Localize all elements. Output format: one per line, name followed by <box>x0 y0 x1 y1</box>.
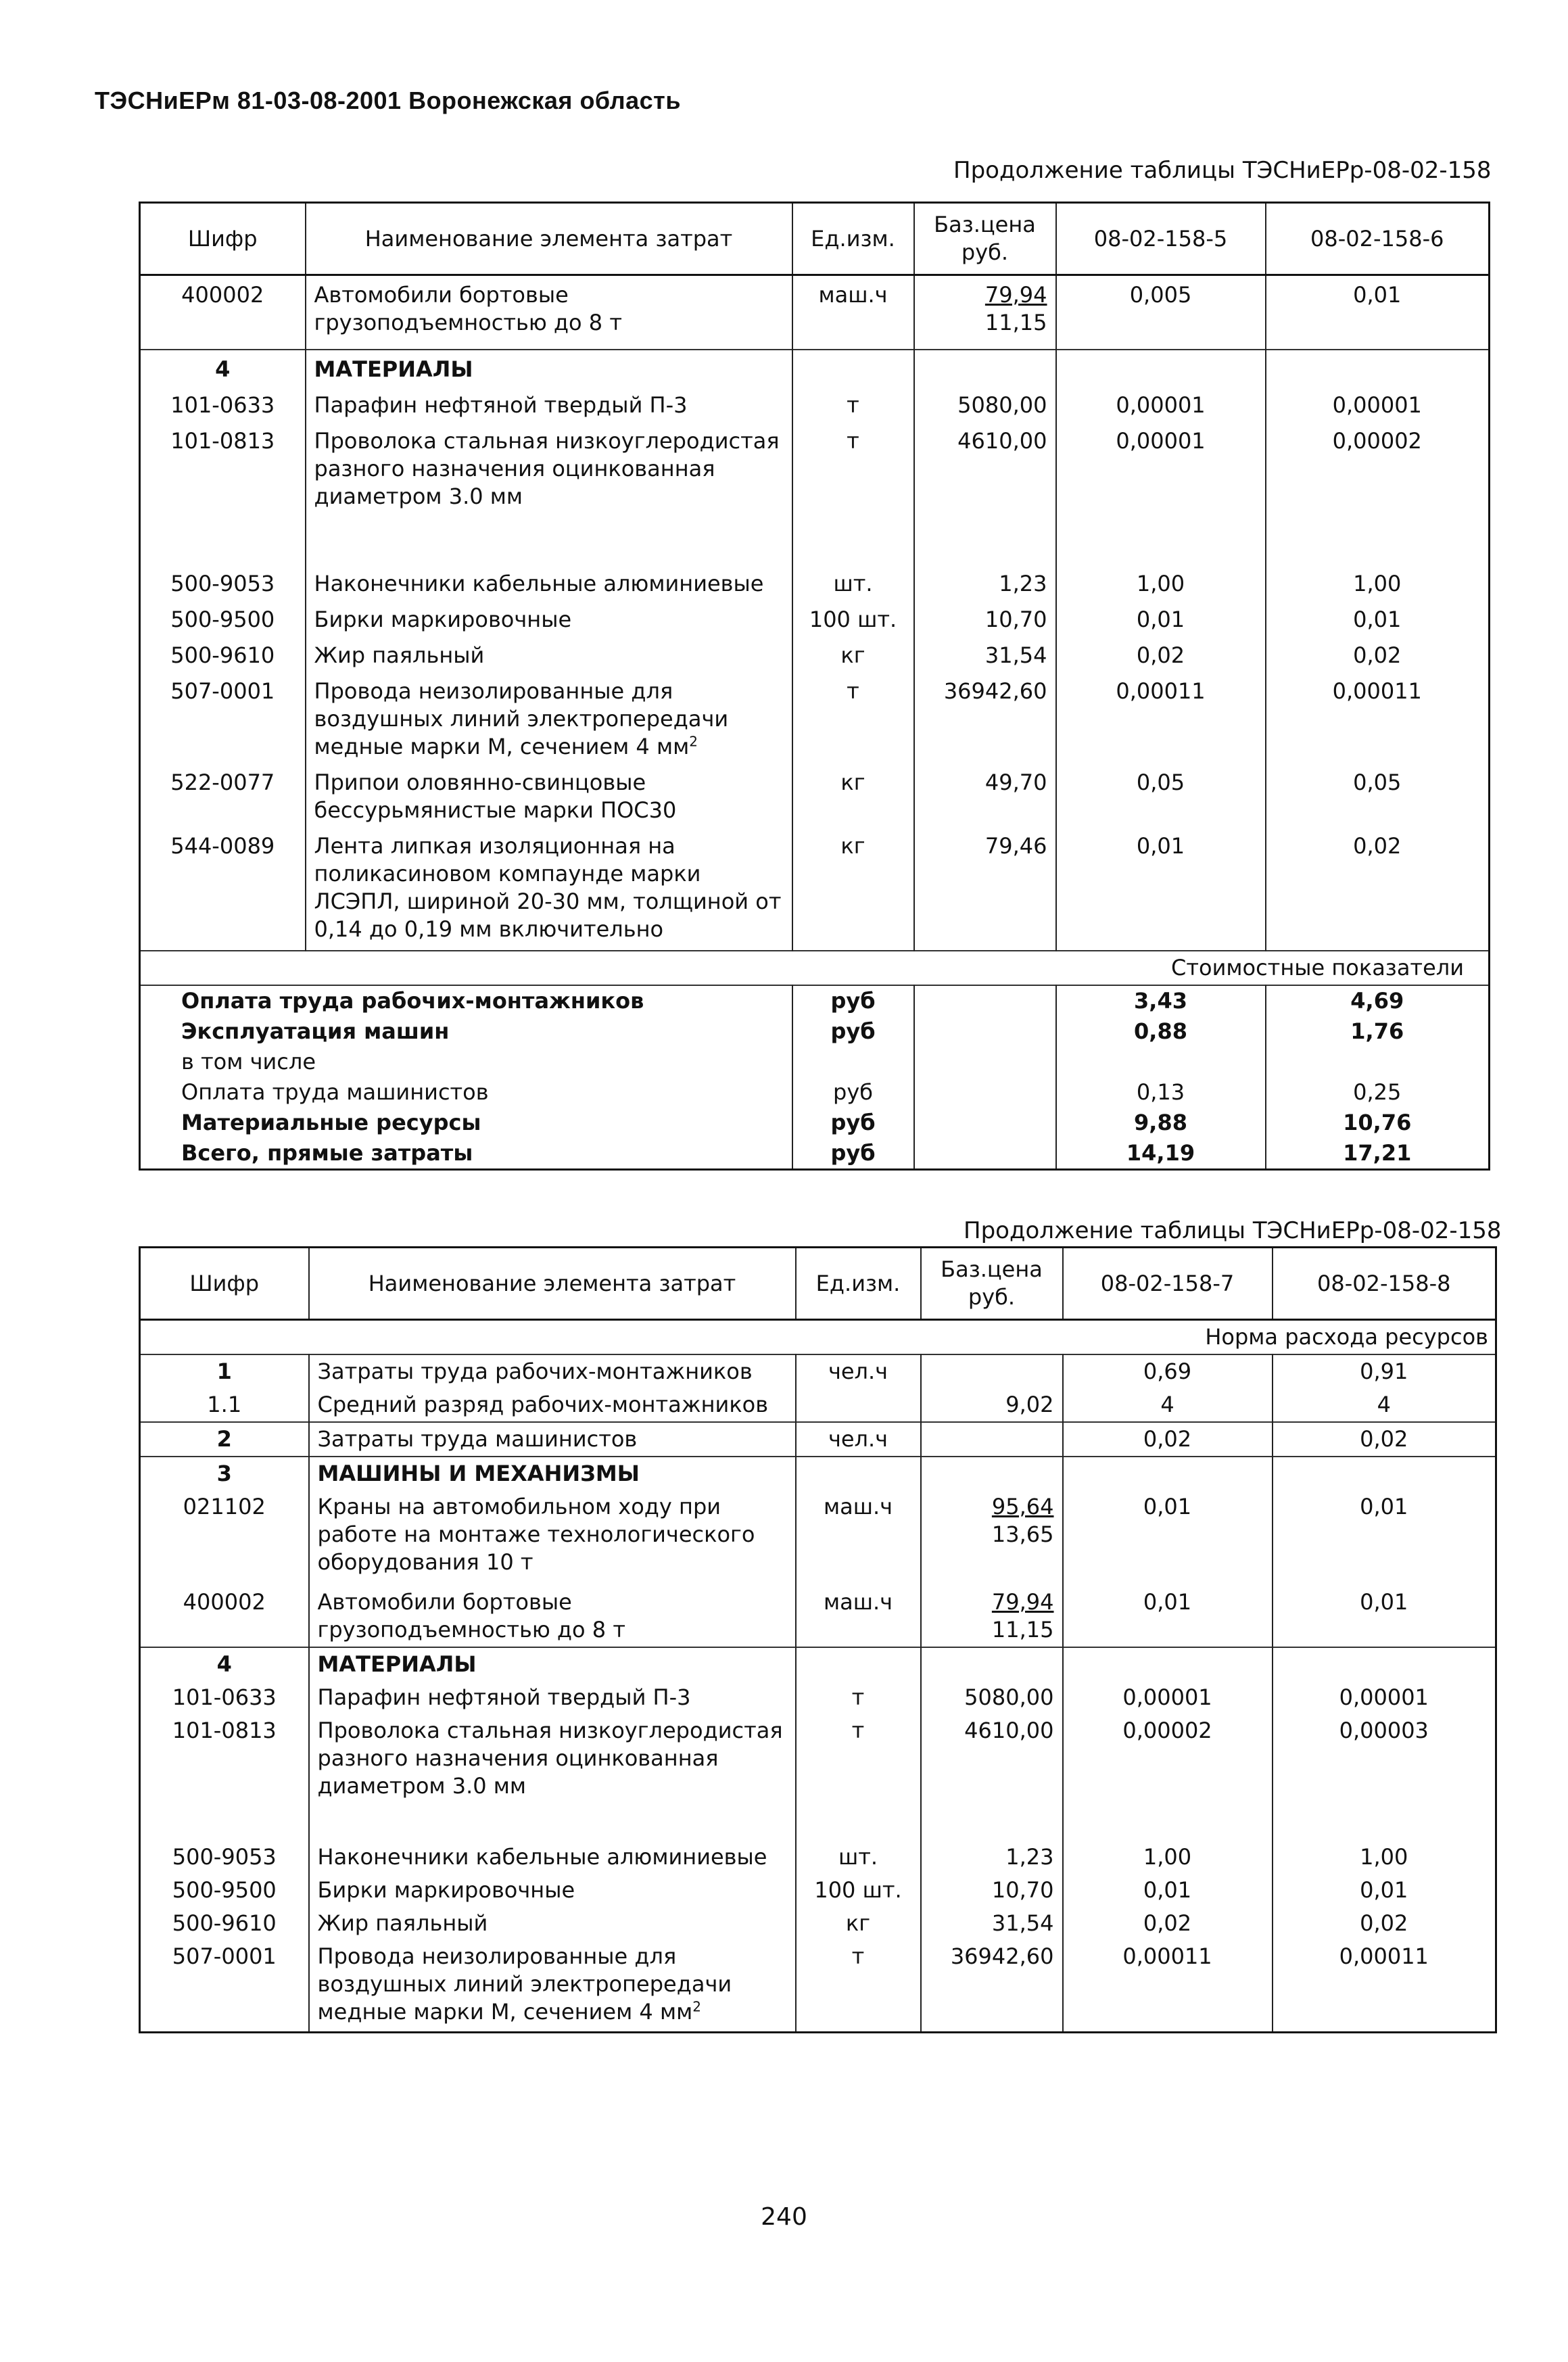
total-value-b: 0,25 <box>1266 1077 1490 1108</box>
row-name-text: МАШИНЫ И МЕХАНИЗМЫ <box>317 1461 640 1486</box>
row-unit: шт. <box>796 1841 921 1874</box>
row-value-a: 0,00001 <box>1063 1681 1273 1714</box>
row-name <box>306 672 792 763</box>
table-row <box>140 565 1490 600</box>
row-unit: чел.ч <box>796 1422 921 1457</box>
row-name <box>306 350 792 386</box>
table-row <box>140 1681 1496 1714</box>
row-value-a: 0,02 <box>1063 1422 1273 1457</box>
total-label: Оплата труда рабочих-монтажников <box>140 985 792 1016</box>
row-name-text: Парафин нефтяной твердый П-3 <box>314 392 688 418</box>
row-name <box>306 386 792 422</box>
row-name-text: Бирки маркировочные <box>314 607 572 632</box>
header-row <box>140 1248 1496 1320</box>
row-name-text: Наконечники кабельные алюминиевые <box>317 1844 767 1870</box>
row-name <box>309 1388 796 1422</box>
row-name-text: МАТЕРИАЛЫ <box>317 1651 477 1677</box>
row-value-b: 1,00 <box>1273 1841 1496 1874</box>
row-unit: т <box>796 1714 921 1841</box>
total-unit: руб <box>792 1016 914 1047</box>
row-unit <box>796 1388 921 1422</box>
row-code: 522-0077 <box>140 763 306 827</box>
row-price: 31,54 <box>914 636 1056 672</box>
total-value-b: 1,76 <box>1266 1016 1490 1047</box>
row-value-b: 0,00011 <box>1266 672 1490 763</box>
row-price <box>914 275 1056 350</box>
row-unit: т <box>792 386 914 422</box>
row-price: 1,23 <box>914 565 1056 600</box>
column-header: 08-02-158-8 <box>1273 1248 1496 1320</box>
total-unit: руб <box>792 1077 914 1108</box>
table-row <box>140 1647 1496 1681</box>
row-name-text: Проволока стальная низкоуглеродистая разного назначения оцинкованная диаметром 3.0 мм <box>317 1718 783 1799</box>
cost-label-row <box>140 951 1490 985</box>
row-name-text: Бирки маркировочные <box>317 1877 575 1903</box>
table2-caption: Продолжение таблицы ТЭСНиЕРр-08-02-158 <box>964 1217 1502 1244</box>
row-unit <box>792 350 914 386</box>
row-name <box>309 1354 796 1388</box>
column-header: 08-02-158-5 <box>1056 203 1266 275</box>
total-label: в том числе <box>140 1047 792 1077</box>
row-value-b: 0,05 <box>1266 763 1490 827</box>
page-number: 240 <box>761 2203 807 2231</box>
norm-label-row <box>140 1320 1496 1355</box>
row-value-b: 0,01 <box>1273 1874 1496 1907</box>
norm-label-spacer <box>140 1320 1063 1355</box>
total-price-empty <box>914 1016 1056 1047</box>
column-header: Шифр <box>140 203 306 275</box>
row-price: 10,70 <box>914 600 1056 636</box>
row-value-b: 4 <box>1273 1388 1496 1422</box>
row-price <box>921 1422 1063 1457</box>
row-name-text: Припои оловянно-свинцовые бессурьмянистые марки ПОС30 <box>314 770 677 823</box>
row-unit: маш.ч <box>796 1586 921 1647</box>
total-row <box>140 1077 1490 1108</box>
column-header: Ед.изм. <box>792 203 914 275</box>
column-header: Наименование элемента затрат <box>306 203 792 275</box>
price-top: 95,64 <box>991 1494 1054 1519</box>
row-value-b: 0,00003 <box>1273 1714 1496 1841</box>
row-name <box>306 600 792 636</box>
row-code: 500-9500 <box>140 600 306 636</box>
total-value-b: 4,69 <box>1266 985 1490 1016</box>
row-code: 4 <box>140 1647 309 1681</box>
row-value-b: 0,02 <box>1266 827 1490 951</box>
row-name <box>306 422 792 565</box>
resource-table-2 <box>139 1246 1497 2033</box>
row-name <box>309 1841 796 1874</box>
total-row <box>140 1138 1490 1170</box>
table-row <box>140 636 1490 672</box>
price-top: 79,94 <box>991 1589 1054 1615</box>
row-unit: кг <box>796 1907 921 1940</box>
row-unit: т <box>796 1940 921 2033</box>
column-header: 08-02-158-6 <box>1266 203 1490 275</box>
row-price <box>921 1490 1063 1586</box>
table-row <box>140 386 1490 422</box>
row-name <box>309 1490 796 1586</box>
total-row <box>140 1108 1490 1138</box>
row-name <box>306 275 792 350</box>
total-price-empty <box>914 1108 1056 1138</box>
row-price: 79,46 <box>914 827 1056 951</box>
row-name-text: Жир паяльный <box>314 642 485 668</box>
table-row <box>140 1490 1496 1586</box>
column-header: Шифр <box>140 1248 309 1320</box>
row-price: 1,23 <box>921 1841 1063 1874</box>
total-value-a: 3,43 <box>1056 985 1266 1016</box>
price-bottom: 11,15 <box>991 1617 1054 1643</box>
row-value-b: 0,00001 <box>1266 386 1490 422</box>
row-value-b: 0,91 <box>1273 1354 1496 1388</box>
row-unit: маш.ч <box>796 1490 921 1586</box>
row-value-a: 0,01 <box>1063 1874 1273 1907</box>
row-unit: т <box>796 1681 921 1714</box>
row-code: 101-0813 <box>140 422 306 565</box>
row-value-b: 0,01 <box>1266 275 1490 350</box>
total-price-empty <box>914 1047 1056 1077</box>
row-unit: чел.ч <box>796 1354 921 1388</box>
row-price <box>921 1586 1063 1647</box>
column-header: Ед.изм. <box>796 1248 921 1320</box>
row-price: 36942,60 <box>914 672 1056 763</box>
row-value-a: 0,01 <box>1056 600 1266 636</box>
row-name <box>309 1907 796 1940</box>
row-price: 36942,60 <box>921 1940 1063 2033</box>
row-value-b: 0,00001 <box>1273 1681 1496 1714</box>
row-name-text: Краны на автомобильном ходу при работе на монтаже технологического оборудования 10 т <box>317 1494 755 1575</box>
row-code: 2 <box>140 1422 309 1457</box>
column-header: 08-02-158-7 <box>1063 1248 1273 1320</box>
row-unit: 100 шт. <box>796 1874 921 1907</box>
row-unit: кг <box>792 827 914 951</box>
row-name-text: Автомобили бортовые грузоподъемностью до 8 т <box>317 1589 625 1643</box>
row-name-text: МАТЕРИАЛЫ <box>314 356 473 382</box>
row-code: 101-0633 <box>140 1681 309 1714</box>
row-unit: т <box>792 422 914 565</box>
table-row <box>140 1841 1496 1874</box>
row-value-a: 0,00001 <box>1056 422 1266 565</box>
table-row <box>140 763 1490 827</box>
total-row <box>140 985 1490 1016</box>
row-value-a <box>1063 1647 1273 1681</box>
row-code: 500-9053 <box>140 1841 309 1874</box>
row-price: 31,54 <box>921 1907 1063 1940</box>
row-name <box>309 1586 796 1647</box>
row-name-text: Средний разряд рабочих-монтажников <box>317 1392 769 1417</box>
row-name-text: Автомобили бортовые грузоподъемностью до 8 т <box>314 282 622 335</box>
total-label: Оплата труда машинистов <box>140 1077 792 1108</box>
table-row <box>140 600 1490 636</box>
total-value-b <box>1266 1047 1490 1077</box>
row-price: 5080,00 <box>914 386 1056 422</box>
table-row <box>140 350 1490 386</box>
row-value-a: 0,01 <box>1063 1586 1273 1647</box>
row-value-a <box>1056 350 1266 386</box>
table-row <box>140 1422 1496 1457</box>
total-row <box>140 1047 1490 1077</box>
table-row <box>140 1940 1496 2033</box>
row-unit: кг <box>792 763 914 827</box>
total-value-b: 17,21 <box>1266 1138 1490 1170</box>
row-value-a: 0,69 <box>1063 1354 1273 1388</box>
table-row <box>140 1457 1496 1490</box>
column-header: Наименование элемента затрат <box>309 1248 796 1320</box>
row-code: 1.1 <box>140 1388 309 1422</box>
row-value-a: 0,02 <box>1063 1907 1273 1940</box>
row-price: 4610,00 <box>921 1714 1063 1841</box>
row-name-text: Лента липкая изоляционная на поликасиновом компаунде марки ЛСЭПЛ, шириной 20-30 мм, толщиной от 0,14 до 0,19 мм включительно <box>314 833 782 942</box>
row-code: 400002 <box>140 1586 309 1647</box>
row-value-b <box>1266 350 1490 386</box>
row-value-b: 0,00011 <box>1273 1940 1496 2033</box>
total-price-empty <box>914 985 1056 1016</box>
row-name-text: Затраты труда рабочих-монтажников <box>317 1359 753 1384</box>
row-name <box>309 1681 796 1714</box>
row-unit: маш.ч <box>792 275 914 350</box>
row-name <box>306 763 792 827</box>
row-value-b <box>1273 1457 1496 1490</box>
row-name-text: Наконечники кабельные алюминиевые <box>314 571 764 596</box>
row-value-a: 0,05 <box>1056 763 1266 827</box>
row-name-text: Провода неизолированные для воздушных линий электропередачи медные марки М, сечением 4 мм <box>314 678 729 759</box>
unit-superscript: 2 <box>689 733 698 750</box>
row-name <box>309 1874 796 1907</box>
table-row <box>140 1388 1496 1422</box>
row-name <box>306 827 792 951</box>
total-label: Эксплуатация машин <box>140 1016 792 1047</box>
row-value-b: 0,00002 <box>1266 422 1490 565</box>
document-header: ТЭСНиЕРм 81-03-08-2001 Воронежская область <box>95 87 681 114</box>
row-unit: т <box>792 672 914 763</box>
row-value-a <box>1063 1457 1273 1490</box>
row-code: 500-9610 <box>140 636 306 672</box>
row-code: 3 <box>140 1457 309 1490</box>
total-label: Материальные ресурсы <box>140 1108 792 1138</box>
row-name <box>306 565 792 600</box>
row-price: 5080,00 <box>921 1681 1063 1714</box>
row-code: 507-0001 <box>140 672 306 763</box>
resource-table-1 <box>139 202 1490 1171</box>
row-value-a: 0,00011 <box>1063 1940 1273 2033</box>
row-unit <box>796 1457 921 1490</box>
row-name <box>309 1647 796 1681</box>
row-name-text: Затраты труда машинистов <box>317 1426 638 1452</box>
cost-label: Стоимостные показатели <box>1056 951 1490 985</box>
table-row <box>140 1874 1496 1907</box>
row-name <box>306 636 792 672</box>
row-price: 49,70 <box>914 763 1056 827</box>
total-row <box>140 1016 1490 1047</box>
row-code: 500-9500 <box>140 1874 309 1907</box>
table-row <box>140 1354 1496 1388</box>
row-value-a: 0,02 <box>1056 636 1266 672</box>
table-row <box>140 275 1490 350</box>
row-code: 400002 <box>140 275 306 350</box>
row-unit: 100 шт. <box>792 600 914 636</box>
price-bottom: 11,15 <box>984 310 1047 335</box>
row-name-text: Проволока стальная низкоуглеродистая разного назначения оцинкованная диаметром 3.0 мм <box>314 428 780 509</box>
row-value-b: 0,01 <box>1266 600 1490 636</box>
row-price <box>921 1457 1063 1490</box>
row-value-a: 4 <box>1063 1388 1273 1422</box>
total-value-a: 0,88 <box>1056 1016 1266 1047</box>
row-name <box>309 1457 796 1490</box>
row-name-text: Провода неизолированные для воздушных линий электропередачи медные марки М, сечением 4 мм <box>317 1943 732 2025</box>
table-row <box>140 672 1490 763</box>
row-code: 101-0813 <box>140 1714 309 1841</box>
row-code: 021102 <box>140 1490 309 1586</box>
row-price: 10,70 <box>921 1874 1063 1907</box>
cost-label-spacer <box>140 951 1056 985</box>
norm-label: Норма расхода ресурсов <box>1063 1320 1496 1355</box>
table-row <box>140 827 1490 951</box>
row-price: 4610,00 <box>914 422 1056 565</box>
row-name <box>309 1714 796 1841</box>
row-value-b: 0,01 <box>1273 1490 1496 1586</box>
row-name-text: Парафин нефтяной твердый П-3 <box>317 1684 691 1710</box>
total-unit: руб <box>792 1108 914 1138</box>
row-value-a: 1,00 <box>1063 1841 1273 1874</box>
total-price-empty <box>914 1138 1056 1170</box>
total-value-a: 9,88 <box>1056 1108 1266 1138</box>
total-value-a: 0,13 <box>1056 1077 1266 1108</box>
price-bottom: 13,65 <box>991 1521 1054 1547</box>
row-code: 500-9610 <box>140 1907 309 1940</box>
row-value-b: 0,02 <box>1273 1422 1496 1457</box>
row-value-b: 1,00 <box>1266 565 1490 600</box>
row-code: 500-9053 <box>140 565 306 600</box>
row-price <box>921 1354 1063 1388</box>
column-header: Баз.цена руб. <box>914 203 1056 275</box>
total-price-empty <box>914 1077 1056 1108</box>
total-unit: руб <box>792 985 914 1016</box>
total-value-b: 10,76 <box>1266 1108 1490 1138</box>
row-value-b: 0,01 <box>1273 1586 1496 1647</box>
unit-superscript: 2 <box>692 1998 701 2015</box>
row-unit: шт. <box>792 565 914 600</box>
row-unit <box>796 1647 921 1681</box>
row-name <box>309 1940 796 2033</box>
price-top: 79,94 <box>984 282 1047 308</box>
total-value-a: 14,19 <box>1056 1138 1266 1170</box>
row-name <box>309 1422 796 1457</box>
table-row <box>140 422 1490 565</box>
row-value-a: 0,01 <box>1063 1490 1273 1586</box>
row-value-b <box>1273 1647 1496 1681</box>
column-header: Баз.цена руб. <box>921 1248 1063 1320</box>
table-row <box>140 1714 1496 1841</box>
row-code: 4 <box>140 350 306 386</box>
row-value-a: 0,00001 <box>1056 386 1266 422</box>
row-value-b: 0,02 <box>1266 636 1490 672</box>
row-unit: кг <box>792 636 914 672</box>
row-price <box>921 1647 1063 1681</box>
total-unit <box>792 1047 914 1077</box>
row-value-b: 0,02 <box>1273 1907 1496 1940</box>
row-value-a: 0,00011 <box>1056 672 1266 763</box>
row-value-a: 0,01 <box>1056 827 1266 951</box>
row-price <box>914 350 1056 386</box>
total-unit: руб <box>792 1138 914 1170</box>
row-value-a: 0,00002 <box>1063 1714 1273 1841</box>
total-label: Всего, прямые затраты <box>140 1138 792 1170</box>
row-code: 544-0089 <box>140 827 306 951</box>
row-name-text: Жир паяльный <box>317 1910 488 1936</box>
total-value-a <box>1056 1047 1266 1077</box>
row-code: 507-0001 <box>140 1940 309 2033</box>
header-row <box>140 203 1490 275</box>
row-value-a: 1,00 <box>1056 565 1266 600</box>
row-code: 101-0633 <box>140 386 306 422</box>
table1-caption: Продолжение таблицы ТЭСНиЕРр-08-02-158 <box>953 157 1492 184</box>
row-code: 1 <box>140 1354 309 1388</box>
table-row <box>140 1907 1496 1940</box>
row-price: 9,02 <box>921 1388 1063 1422</box>
row-value-a: 0,005 <box>1056 275 1266 350</box>
table-row <box>140 1586 1496 1647</box>
